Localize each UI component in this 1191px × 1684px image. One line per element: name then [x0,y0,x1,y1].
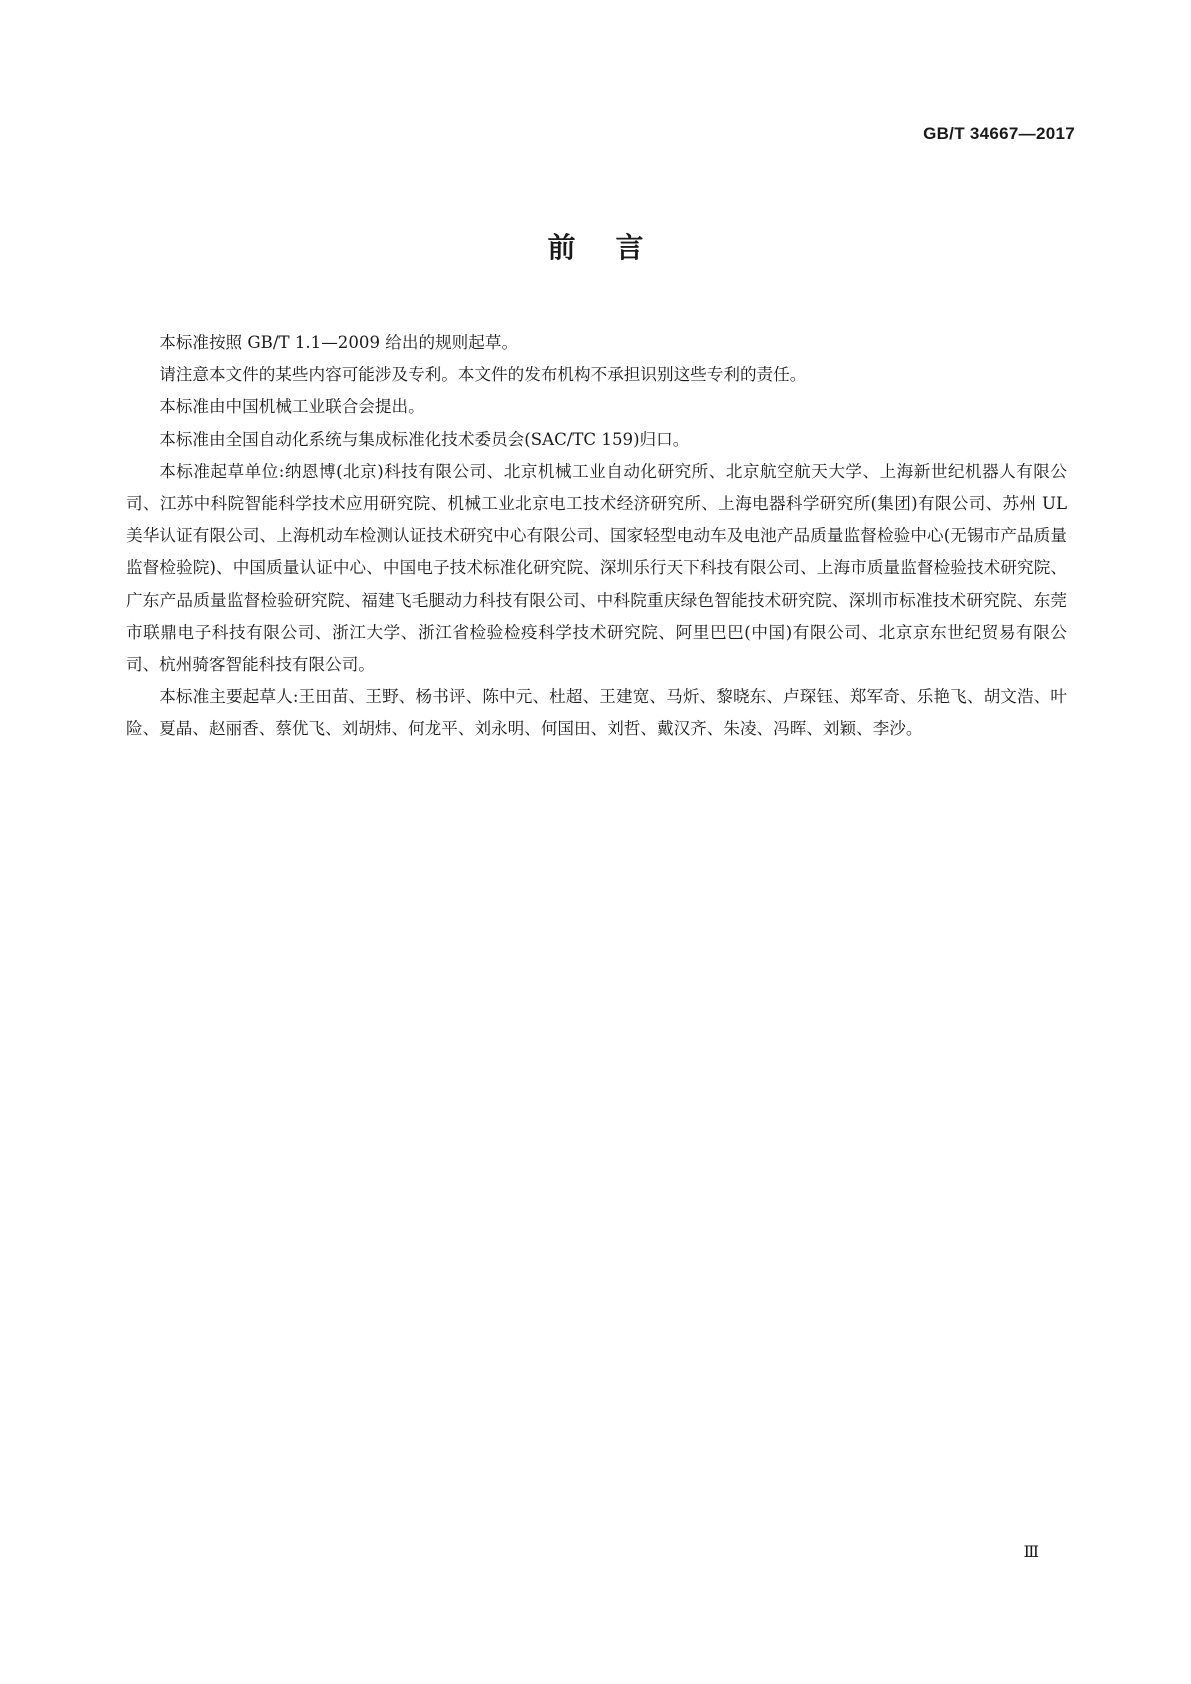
page-title: 前言 [547,231,684,264]
paragraph-patent-notice: 请注意本文件的某些内容可能涉及专利。本文件的发布机构不承担识别这些专利的责任。 [159,365,807,385]
paragraph-drafting-units: 本标准起草单位:纳恩博(北京)科技有限公司、北京机械工业自动化研究所、北京航空航天大学、上海新世纪机器人有限公司、江苏中科院智能科学技术应用研究院、机械工业北京电工技术经济研究所、上海电器科学研究所(集团)有限公司、苏州 UL 美华认证有限公司、上海机动车检测认证技术研究中心有限公司、国家轻型电动车及电池产品质量监督检验中心(无锡市产品质量监督检验院)、中国质量认证中心、中国电子技术标准化研究院、深圳乐行天下科技有限公司、上海市质量监督检验技术研究院、广东产品质量监督检验研究院、福建飞毛腿动力科技有限公司、中科院重庆绿色智能技术研究院、深圳市标准技术研究院、东莞市联鼎电子科技有限公司、浙江大学、浙江省检验检疫科学技术研究院、阿里巴巴(中国)有限公司、北京京东世纪贸易有限公司、杭州骑客智能科技有限公司。 [126,461,1067,675]
paragraph-proposer: 本标准由中国机械工业联合会提出。 [159,397,425,417]
paragraph-main-drafters: 本标准主要起草人:王田苗、王野、杨书评、陈中元、杜超、王建宽、马炘、黎晓东、卢琛钰、郑军奇、乐艳飞、胡文浩、叶险、夏晶、赵丽香、蔡优飞、刘胡炜、何龙平、刘永明、何国田、刘哲、戴汉齐、朱凌、冯晖、刘颖、李沙。 [126,687,1067,739]
paragraph-technical-committee: 本标准由全国自动化系统与集成标准化技术委员会(SAC/TC 159)归口。 [159,429,690,449]
standard-number: GB/T 34667—2017 [923,124,1075,143]
page-number: Ⅲ [1023,1544,1039,1561]
paragraph-drafting-rules: 本标准按照 GB/T 1.1—2009 给出的规则起草。 [159,333,519,352]
foreword-body [126,327,1067,746]
